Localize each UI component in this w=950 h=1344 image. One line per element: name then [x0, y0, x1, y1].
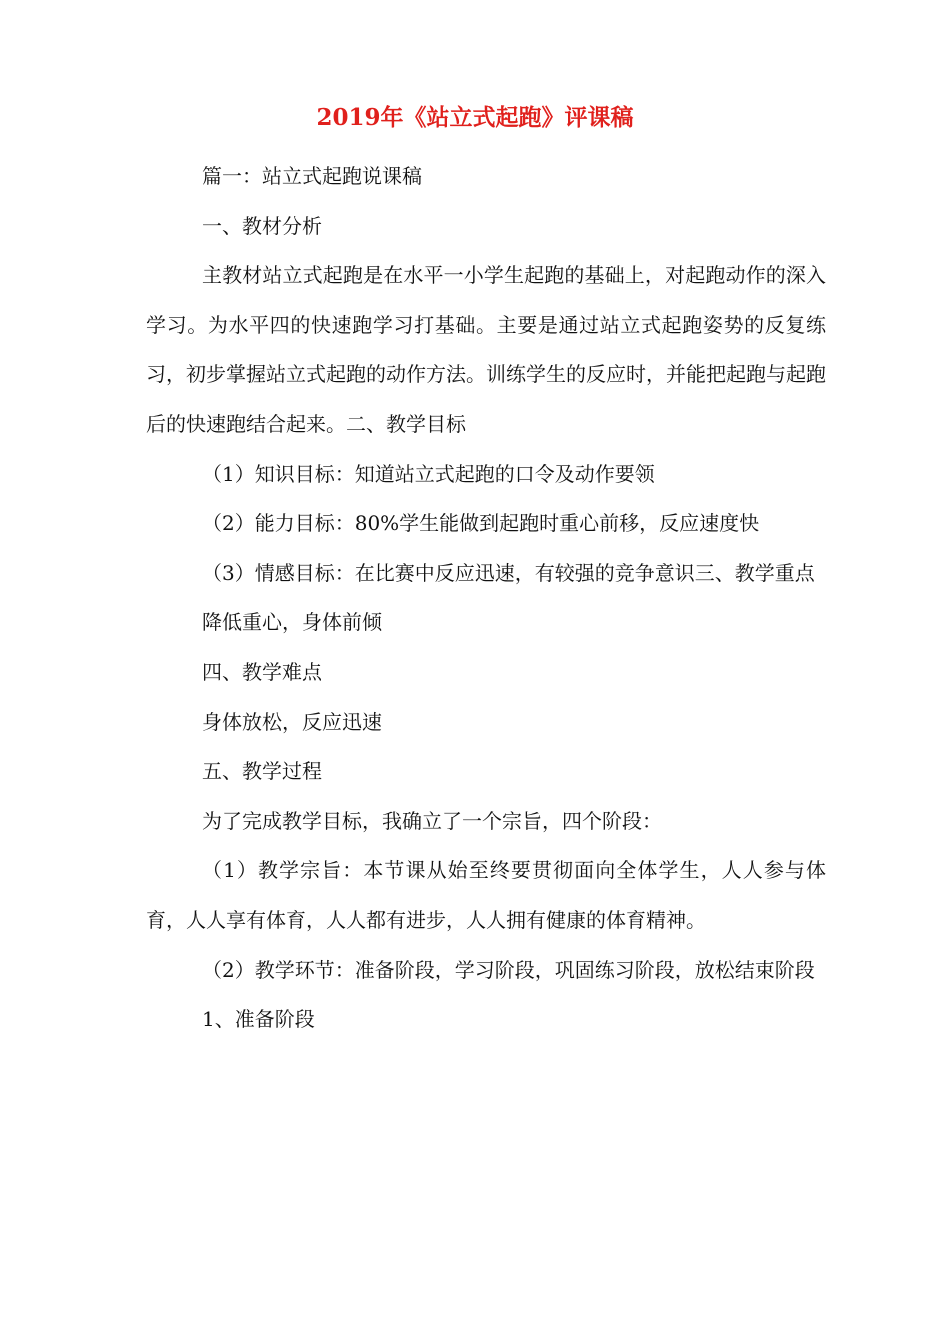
paragraph-heading-process: 五、教学过程 — [202, 759, 322, 784]
paragraph-difficulties: 身体放松，反应迅速 — [202, 709, 382, 734]
paragraph-key-points: 降低重心，身体前倾 — [202, 610, 382, 635]
paragraph-heading-textbook-analysis: 一、教材分析 — [202, 213, 322, 238]
document-body — [146, 152, 826, 1045]
document-title: 2019年《站立式起跑》评课稿 — [316, 104, 634, 131]
paragraph-knowledge-goal: （1）知识目标：知道站立式起跑的口令及动作要领 — [202, 461, 655, 486]
paragraph-heading-difficulties: 四、教学难点 — [202, 659, 322, 684]
paragraph-ability-goal: （2）能力目标：80%学生能做到起跑时重心前移，反应速度快 — [202, 511, 760, 536]
paragraph-teaching-stages: （2）教学环节：准备阶段，学习阶段，巩固练习阶段，放松结束阶段 — [202, 957, 815, 982]
paragraph-preparation-stage: 1、准备阶段 — [202, 1007, 315, 1032]
paragraph-textbook-analysis: 主教材站立式起跑是在水平一小学生起跑的基础上，对起跑动作的深入学习。为水平四的快速跑学习打基础。主要是通过站立式起跑姿势的反复练习，初步掌握站立式起跑的动作方法。训练学生的反应时，并能把起跑与起跑后的快速跑结合起来。二、教学目标 — [146, 263, 826, 436]
paragraph-teaching-purpose: （1）教学宗旨：本节课从始至终要贯彻面向全体学生，人人参与体育，人人享有体育，人人都有进步，人人拥有健康的体育精神。 — [146, 858, 826, 932]
paragraph-section-heading: 篇一：站立式起跑说课稿 — [202, 164, 422, 188]
paragraph-process-intro: 为了完成教学目标，我确立了一个宗旨，四个阶段： — [202, 808, 662, 833]
paragraph-emotion-goal: （3）情感目标：在比赛中反应迅速，有较强的竞争意识三、教学重点 — [202, 560, 815, 585]
